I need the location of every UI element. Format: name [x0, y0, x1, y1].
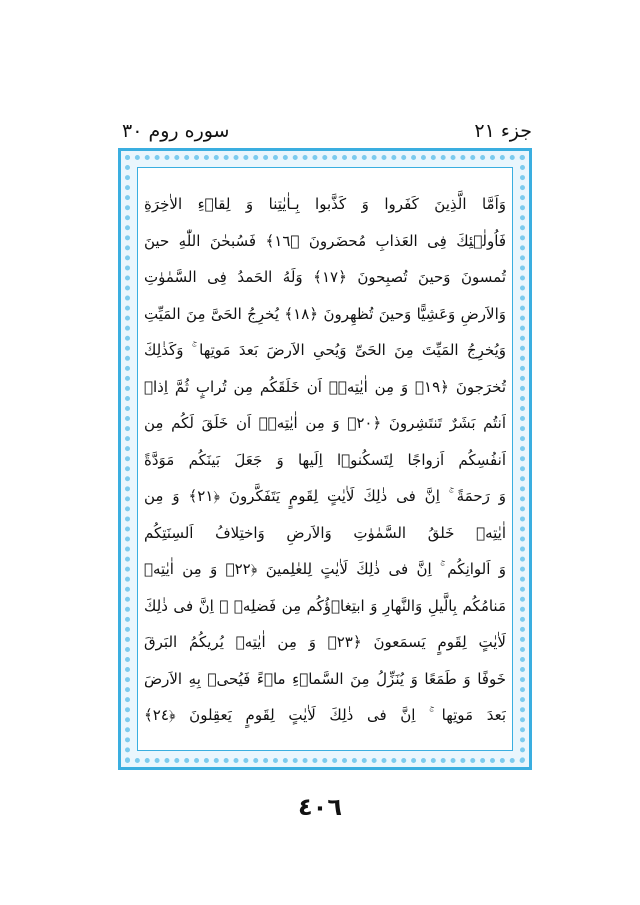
text-line: وَ اَلوانِكُم ۚ اِنَّ فى ذٰلِكَ لَاٰيٰتٍ لِلعٰلِمينَ ﴿٢٢﴾ وَ مِن اٰيٰتِهٖ: [144, 560, 506, 578]
text-line: اٰيٰتِهٖ خَلقُ السَّمٰوٰتِ وَالاَرضِ وَاختِلافُ اَلسِنَتِكُم: [144, 523, 506, 542]
text-panel: [137, 167, 513, 751]
text-line: اَنفُسِكُم اَزواجًا لِتَسكُنوۤا اِلَيها وَ جَعَلَ بَينَكُم مَوَدَّةً: [144, 450, 506, 469]
text-line: فَاُولٰۤئِكَ فِى العَذابِ مُحضَرونَ ﴿١٦﴾ فَسُبحٰنَ اللّٰهِ حينَ: [144, 231, 506, 250]
text-line: وَاَمَّا الَّذِينَ كَفَروا وَ كَذَّبوا بِـاٰيٰتِنا وَ لِقاۤءِ الاٰخِرَةِ: [144, 195, 506, 213]
text-line: تُخرَجونَ ﴿١٩﴾ وَ مِن اٰيٰتِهٖۤ اَن خَلَقَكُم مِن تُرابٍ ثُمَّ اِذاۤ: [144, 377, 506, 396]
text-line: تُمسونَ وَحينَ تُصبِحونَ ﴿١٧﴾ وَلَهُ الحَمدُ فِى السَّمٰوٰتِ: [144, 268, 506, 286]
text-line: وَ رَحمَةً ۚ اِنَّ فى ذٰلِكَ لَاٰيٰتٍ لِقَومٍ يَتَفَكَّرونَ ﴿٢١﴾ وَ مِن: [144, 487, 506, 505]
surah-label: سوره روم ٣٠: [122, 120, 230, 142]
text-line: بَعدَ مَوتِها ۚ اِنَّ فى ذٰلِكَ لَاٰيٰتٍ لِقَومٍ يَعقِلونَ ﴿٢٤﴾: [144, 706, 506, 724]
text-line: وَيُخرِجُ المَيِّتَ مِنَ الحَىِّ وَيُحىِ الاَرضَ بَعدَ مَوتِها ۚ وَكَذٰلِكَ: [144, 341, 506, 359]
page-number: ٤٠٦: [298, 793, 342, 821]
juz-label: جزء ٢١: [474, 120, 532, 142]
verse-text: [144, 186, 506, 734]
decorative-frame: [118, 148, 532, 770]
text-line: لَاٰيٰتٍ لِقَومٍ يَسمَعونَ ﴿٢٣﴾ وَ مِن اٰيٰتِهٖ يُريكُمُ البَرقَ: [144, 633, 506, 651]
text-line: خَوفًا وَ طَمَعًا وَ يُنَزِّلُ مِنَ السَّماۤءِ ماۤءً فَيُحىٖ بِهِ الاَرضَ: [144, 669, 506, 688]
text-line: مَنامُكُم بِالَّيلِ وَالنَّهارِ وَ ابتِغاۤؤُكُم مِن فَضلِهٖ ۚ اِنَّ فى ذٰلِكَ: [144, 596, 506, 615]
text-line: وَالاَرضِ وَعَشِيًّا وَحينَ تُظهِرونَ ﴿١٨﴾ يُخرِجُ الحَىَّ مِنَ المَيِّتِ: [144, 304, 506, 323]
text-line: اَنتُم بَشَرٌ تَنتَشِرونَ ﴿٢٠﴾ وَ مِن اٰيٰتِهٖۤ اَن خَلَقَ لَكُم مِن: [144, 414, 506, 432]
